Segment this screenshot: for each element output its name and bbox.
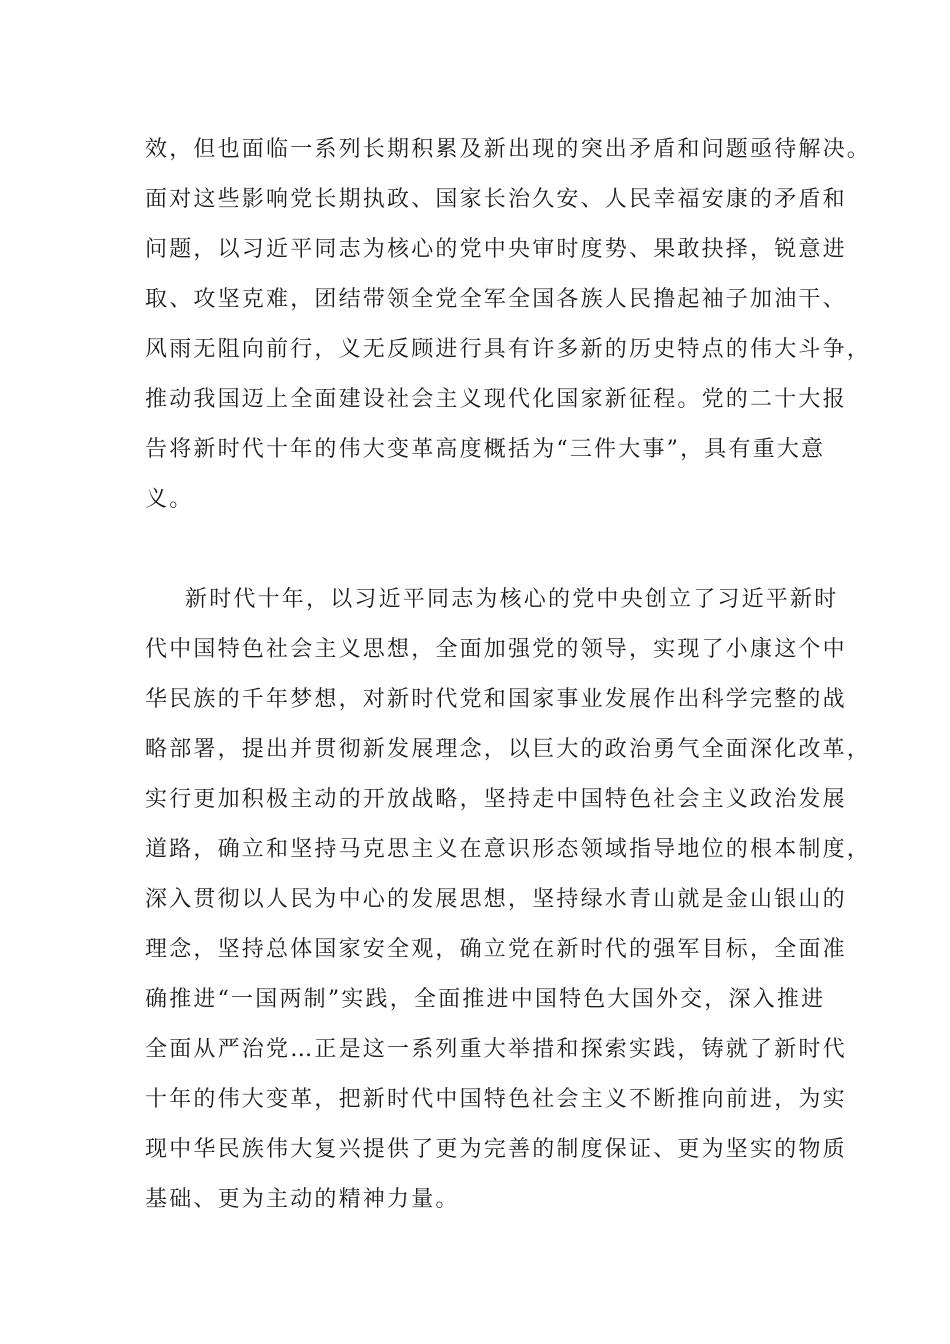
text-line: 华民族的千年梦想，对新时代党和国家事业发展作出科学完整的战 xyxy=(145,687,847,712)
text-line: 十年的伟大变革，把新时代中国特色社会主义不断推向前进，为实 xyxy=(145,1087,847,1112)
text-line: 略部署，提出并贯彻新发展理念，以巨大的政治勇气全面深化改革， xyxy=(145,737,872,762)
text-line: 道路，确立和坚持马克思主义在意识形态领域指导地位的根本制度， xyxy=(145,837,872,862)
text-line: 问题，以习近平同志为核心的党中央审时度势、果敢抉择，锐意进 xyxy=(145,237,847,262)
text-line: 新时代十年，以习近平同志为核心的党中央创立了习近平新时 xyxy=(185,587,839,612)
text-line: 现中华民族伟大复兴提供了更为完善的制度保证、更为坚实的物质 xyxy=(145,1137,847,1162)
text-line: 风雨无阻向前行，义无反顾进行具有许多新的历史特点的伟大斗争， xyxy=(145,337,872,362)
text-line: 推动我国迈上全面建设社会主义现代化国家新征程。党的二十大报 xyxy=(145,387,847,412)
text-line: 取、攻坚克难，团结带领全党全军全国各族人民撸起袖子加油干、 xyxy=(145,287,847,312)
text-line: 深入贯彻以人民为中心的发展思想，坚持绿水青山就是金山银山的 xyxy=(145,887,847,912)
text-line: 代中国特色社会主义思想，全面加强党的领导，实现了小康这个中 xyxy=(145,637,847,662)
text-line: 基础、更为主动的精神力量。 xyxy=(145,1187,460,1212)
text-line: 理念，坚持总体国家安全观，确立党在新时代的强军目标，全面准 xyxy=(145,937,847,962)
text-line: 确推进“一国两制”实践，全面推进中国特色大国外交，深入推进 xyxy=(145,987,826,1012)
text-line: 效，但也面临一系列长期积累及新出现的突出矛盾和问题亟待解决。 xyxy=(145,137,872,162)
text-line: 实行更加积极主动的开放战略，坚持走中国特色社会主义政治发展 xyxy=(145,787,847,812)
text-line: 全面从严治党…正是这一系列重大举措和探索实践，铸就了新时代 xyxy=(145,1037,847,1062)
text-line: 义。 xyxy=(145,487,194,512)
text-line: 面对这些影响党长期执政、国家长治久安、人民幸福安康的矛盾和 xyxy=(145,187,847,212)
text-line: 告将新时代十年的伟大变革高度概括为“三件大事”，具有重大意 xyxy=(145,437,826,462)
